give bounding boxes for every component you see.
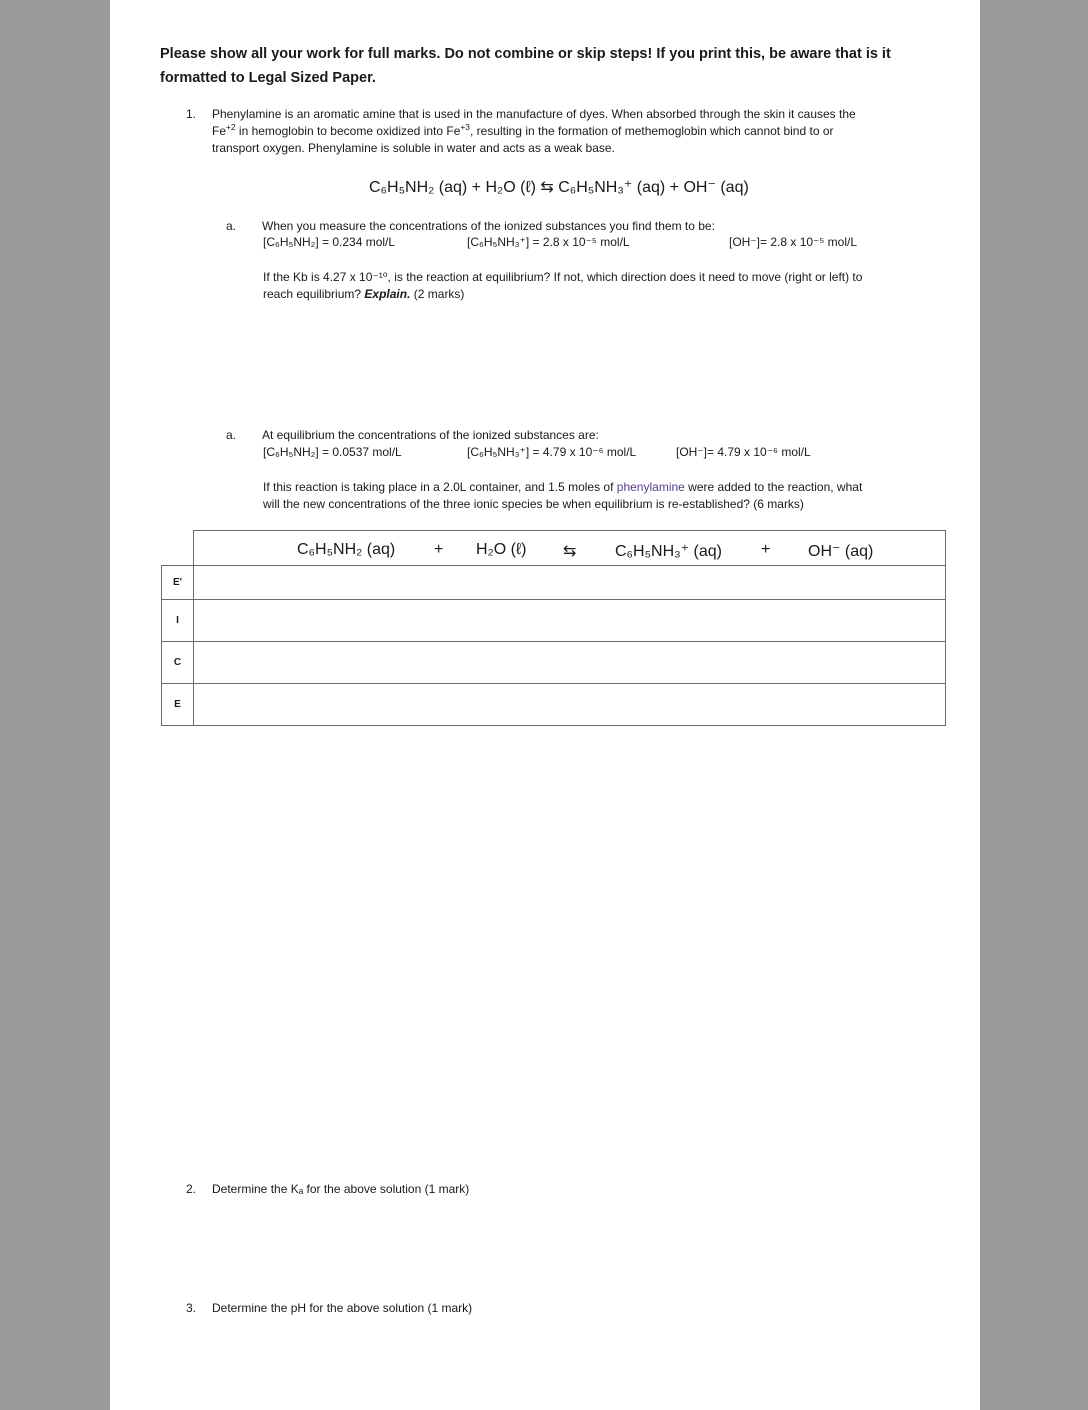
- fe-text: Fe: [212, 124, 227, 138]
- ice-row-cell[interactable]: [194, 642, 946, 684]
- part-a2-conc-base: [C₆H₅NH₂] = 0.0537 mol/L: [263, 445, 402, 459]
- question-1-intro: [212, 106, 856, 157]
- intro-line-3: transport oxygen. Phenylamine is soluble in water and acts as a weak base.: [212, 141, 615, 155]
- ice-plus-2: +: [761, 541, 771, 558]
- part-a2-letter: a.: [226, 428, 237, 442]
- ice-plus-1: +: [434, 541, 444, 558]
- part-a1-intro: When you measure the concentrations of the ionized substances you find them to be:: [262, 219, 715, 233]
- ice-row-label: I: [162, 600, 194, 642]
- part-a1-letter: a.: [226, 219, 237, 233]
- question-3-number: 3.: [186, 1301, 197, 1315]
- part-a1-conc-oh: [OH⁻]= 2.8 x 10⁻⁵ mol/L: [729, 235, 858, 249]
- question-text-c: were added to the reaction, what: [688, 480, 863, 494]
- part-a1-question: [263, 269, 862, 303]
- part-a1-conc-acid: [C₆H₅NH₃⁺] = 2.8 x 10⁻⁵ mol/L: [467, 235, 630, 249]
- ice-row-label: C: [162, 642, 194, 684]
- ice-row-label: E': [162, 566, 194, 600]
- question-3-text: Determine the pH for the above solution (1 mark): [212, 1301, 473, 1315]
- ice-row-cell[interactable]: [194, 684, 946, 726]
- intro-line-1: Phenylamine is an aromatic amine that is used in the manufacture of dyes. When absorbed through the skin it causes the: [212, 107, 856, 121]
- intro-line-2: [212, 123, 856, 140]
- ice-row-i: [162, 600, 946, 642]
- ice-row-e: [162, 684, 946, 726]
- question-2-number: 2.: [186, 1182, 197, 1196]
- part-a2-question: [263, 479, 862, 513]
- ice-row-cell[interactable]: [194, 600, 946, 642]
- part-a2-conc-oh: [OH⁻]= 4.79 x 10⁻⁶ mol/L: [676, 445, 811, 459]
- question-1-number: 1.: [186, 107, 197, 121]
- document-page: [110, 0, 980, 1410]
- phenylamine-link: phenylamine: [616, 480, 685, 494]
- explain-emphasis: Explain.: [364, 287, 411, 301]
- question-text-a: If this reaction is taking place in a 2.0L container, and 1.5 moles of: [263, 480, 614, 494]
- ice-row-c: [162, 642, 946, 684]
- part-a1-conc-base: [C₆H₅NH₂] = 0.234 mol/L: [263, 235, 396, 249]
- ice-equilibrium-arrow: ⇆: [563, 543, 577, 560]
- part-a2-question-line-2: will the new concentrations of the three ionic species be when equilibrium is re-established? (6 marks): [263, 497, 804, 511]
- question-2-text: Determine the Kₐ for the above solution (1 mark): [212, 1182, 470, 1196]
- intro-text-b: in hemoglobin to become oxidized into Fe: [235, 124, 461, 138]
- question-text: reach equilibrium?: [263, 287, 362, 301]
- ice-equation-cell: [194, 531, 946, 566]
- ice-corner: [162, 531, 194, 566]
- marks-text: (2 marks): [413, 287, 465, 301]
- part-a2-question-line-1: [263, 479, 862, 496]
- ice-header-row: [162, 531, 946, 566]
- header-line-1: Please show all your work for full marks. Do not combine or skip steps! If you print this, be aware that is it: [160, 46, 891, 62]
- ice-row-label: E: [162, 684, 194, 726]
- intro-text-c: , resulting in the formation of methemoglobin which cannot bind to or: [469, 124, 834, 138]
- part-a1-question-line-2: [263, 286, 862, 303]
- ice-species-base: C₆H₅NH₂ (aq): [297, 541, 396, 558]
- instructions-header: [160, 42, 950, 90]
- ice-row-e-prime: [162, 566, 946, 600]
- charge-sup-1: +2: [226, 122, 236, 132]
- ice-species-water: H₂O (ℓ): [476, 541, 527, 558]
- part-a1-question-line-1: If the Kb is 4.27 x 10⁻¹⁰, is the reaction at equilibrium? If not, which direction does it need to move (right or left) to: [263, 270, 863, 284]
- main-equation: C₆H₅NH₂ (aq) + H₂O (ℓ) ⇆ C₆H₅NH₃⁺ (aq) + OH⁻ (aq): [369, 179, 749, 196]
- part-a2-intro: At equilibrium the concentrations of the ionized substances are:: [262, 428, 599, 442]
- charge-sup-2: +3: [460, 122, 470, 132]
- ice-row-cell[interactable]: [194, 566, 946, 600]
- ice-species-acid: C₆H₅NH₃⁺ (aq): [615, 543, 722, 560]
- header-line-2: formatted to Legal Sized Paper.: [160, 70, 376, 86]
- ice-table: [161, 530, 946, 726]
- ice-species-hydroxide: OH⁻ (aq): [808, 543, 874, 560]
- part-a2-conc-acid: [C₆H₅NH₃⁺] = 4.79 x 10⁻⁶ mol/L: [467, 445, 637, 459]
